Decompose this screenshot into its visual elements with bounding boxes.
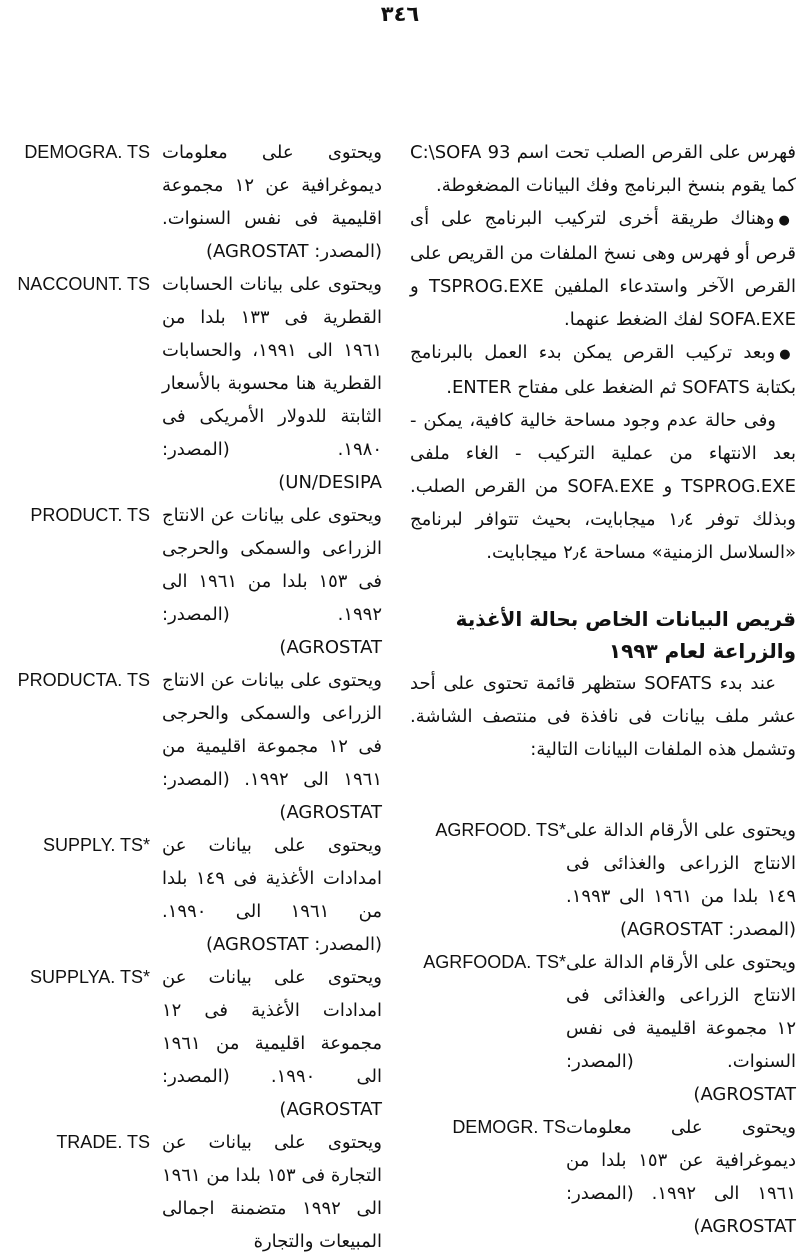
paragraph <box>410 404 796 569</box>
file-entry <box>0 268 382 499</box>
file-entry <box>0 664 382 829</box>
file-name: SUPPLYA. TS* <box>29 967 150 987</box>
spacer <box>410 569 796 603</box>
file-list <box>0 136 382 1258</box>
file-description: ويحتوى على بيانات عن الانتاج الزراعى والسمكى والحرجى فى ١٢ مجموعة اقليمية من ١٩٦١ الى ١٩٩٢. (المصدر: AGROSTAT) <box>162 670 383 823</box>
page-number: ٣٤٦ <box>380 2 420 26</box>
bullet-icon: ● <box>778 213 797 228</box>
file-entry <box>410 1111 796 1243</box>
section-intro: عند بدء SOFATS ستظهر قائمة تحتوى على أحد عشر ملف بيانات فى نافذة فى منتصف الشاشة. وتشمل هذه الملفات البيانات التالية: <box>410 673 796 760</box>
bullet-paragraph <box>410 202 796 336</box>
file-list <box>410 814 796 1243</box>
file-entry <box>0 136 382 268</box>
bullet-icon: ● <box>779 347 797 362</box>
paragraph <box>410 136 796 202</box>
file-name: DEMOGR. TS <box>452 1117 566 1137</box>
paragraph-text: وهناك طريقة أخرى لتركيب البرنامج على أى قرص أو فهرس وهى نسخ الملفات من القريص على القرص الآخر واستدعاء الملفين TSPROG.EXE و SOFA.EXE لفك الضغط عنهما. <box>410 208 796 330</box>
left-column <box>0 136 382 1258</box>
file-description: ويحتوى على بيانات عن امدادات الأغذية فى ١٢ مجموعة اقليمية من ١٩٦١ الى ١٩٩٠. (المصدر: AGROSTAT) <box>162 967 382 1120</box>
file-entry <box>0 829 382 961</box>
file-entry <box>0 1126 382 1258</box>
file-entry <box>410 946 796 1111</box>
file-name: PRODUCT. TS <box>30 505 150 525</box>
section-heading: قريص البيانات الخاص بحالة الأغذية والزراعة لعام ١٩٩٣ <box>455 607 796 663</box>
file-description: ويحتوى على بيانات عن الانتاج الزراعى والسمكى والحرجى فى ١٥٣ بلدا من ١٩٦١ الى ١٩٩٢. (المصدر: AGROSTAT) <box>162 505 382 658</box>
file-entry <box>0 499 382 664</box>
paragraph-text: وبعد تركيب القرص يمكن بدء العمل بالبرنامج بكتابة SOFATS ثم الضغط على مفتاح ENTER. <box>410 342 796 398</box>
file-name: PRODUCTA. TS <box>17 670 150 690</box>
file-description: ويحتوى على بيانات عن التجارة فى ١٥٣ بلدا من ١٩٦١ الى ١٩٩٢ متضمنة اجمالى المبيعات والتجارة <box>162 1132 383 1252</box>
file-description: ويحتوى على معلومات ديموغرافية عن ١٥٣ بلدا من ١٩٦١ الى ١٩٩٢. (المصدر: AGROSTAT) <box>566 1117 796 1237</box>
file-entry <box>410 814 796 946</box>
file-name: AGRFOOD. TS* <box>435 820 566 840</box>
file-name: SUPPLY. TS* <box>42 835 150 855</box>
right-column <box>410 136 796 1243</box>
paragraph-text: وفى حالة عدم وجود مساحة خالية كافية، يمكن - بعد الانتهاء من عملية التركيب - الغاء ملفى TSPROG.EXE و SOFA.EXE من القرص الصلب. وبذلك توفر ١٫٤ ميجابايت، بحيث تتوافر لبرنامج «السلاسل الزمنية» مساحة ٢٫٤ ميجابايت. <box>410 410 797 563</box>
paragraph-text: فهرس على القرص الصلب تحت اسم C:\SOFA 93 كما يقوم بنسخ البرنامج وفك البيانات المضغوطة. <box>410 142 796 196</box>
bullet-paragraph <box>410 336 796 404</box>
file-name: DEMOGRA. TS <box>24 142 150 162</box>
file-name: NACCOUNT. TS <box>17 274 150 294</box>
file-entry <box>0 961 382 1126</box>
file-description: ويحتوى على الأرقام الدالة على الانتاج الزراعى والغذائى فى ١٤٩ بلدا من ١٩٦١ الى ١٩٩٣. (المصدر: AGROSTAT) <box>566 820 796 940</box>
file-description: ويحتوى على بيانات عن امدادات الأغذية فى ١٤٩ بلدا من ١٩٦١ الى ١٩٩٠. (المصدر: AGROSTAT) <box>162 835 382 955</box>
file-name: AGRFOODA. TS* <box>423 952 566 972</box>
file-description: ويحتوى على معلومات ديموغرافية عن ١٢ مجموعة اقليمية فى نفس السنوات. (المصدر: AGROSTAT) <box>162 142 382 262</box>
file-description: ويحتوى على الأرقام الدالة على الانتاج الزراعى والغذائى فى ١٢ مجموعة اقليمية فى نفس السنوات. (المصدر: AGROSTAT) <box>566 952 796 1105</box>
file-name: TRADE. TS <box>56 1132 150 1152</box>
file-description: ويحتوى على بيانات الحسابات القطرية فى ١٣٣ بلدا من ١٩٦١ الى ١٩٩١، والحسابات القطرية هنا محسوبة بالأسعار الثابتة للدولار الأمريكى فى ١٩٨٠. (المصدر: UN/DESIPA) <box>162 274 383 493</box>
